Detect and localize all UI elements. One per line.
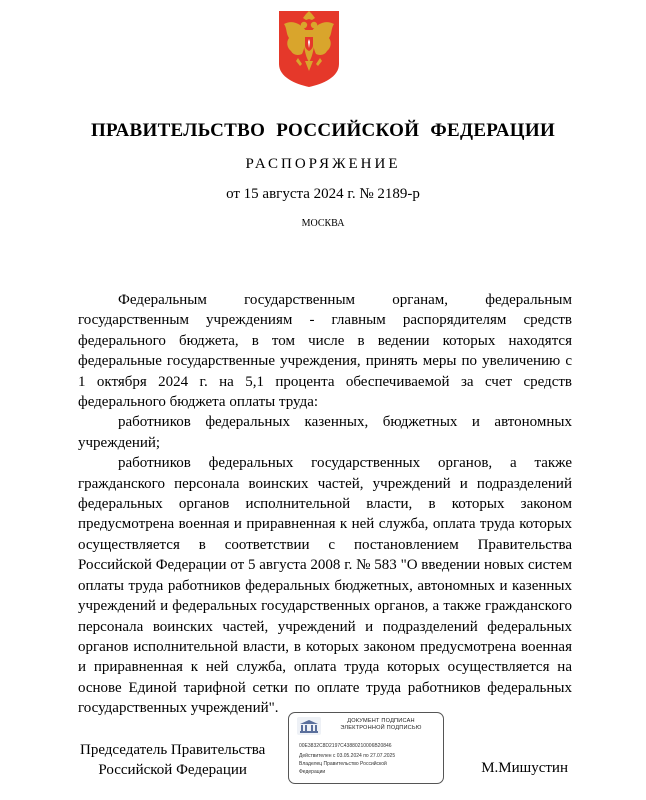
order-body [78, 290, 572, 719]
coat-of-arms-emblem [276, 8, 342, 88]
signer-name: М.Мишустин [481, 760, 568, 776]
stamp-validity: Действителен с 03.05.2024 по 27.07.2025 [299, 753, 396, 759]
stamp-owner: Владелец Правительство Российской [299, 761, 387, 767]
document-type: РАСПОРЯЖЕНИЕ [245, 156, 401, 172]
stamp-header [297, 717, 437, 737]
body-paragraph: работников федеральных казенных, бюджетных и автономных учреждений; [78, 414, 572, 451]
stamp-owner: Федерации [299, 769, 326, 775]
document-date-number: от 15 августа 2024 г. № 2189-р [226, 186, 420, 202]
signer-position-line: Российской Федерации [98, 762, 247, 778]
document-city: МОСКВА [301, 218, 345, 229]
stamp-title [327, 718, 435, 732]
government-title: ПРАВИТЕЛЬСТВО РОССИЙСКОЙ ФЕДЕРАЦИИ [90, 120, 556, 141]
government-building-icon [297, 717, 321, 735]
signer-position-line: Председатель Правительства [80, 742, 266, 758]
electronic-signature-stamp [288, 712, 444, 784]
stamp-title-line: ДОКУМЕНТ ПОДПИСАН [347, 718, 415, 724]
body-paragraph: Федеральным государственным органам, федеральным государственным учреждениям - главным распорядителям средств федерального бюджета, в том числе в ведении которых находятся федеральные государственные учреждения, принять меры по увеличению с 1 октября 2024 г. на 5,1 процента обеспечиваемой за счет средств федерального бюджета оплаты труда: [78, 292, 572, 411]
stamp-title-line: ЭЛЕКТРОННОЙ ПОДПИСЬЮ [340, 725, 422, 731]
signer-position [80, 740, 265, 780]
body-paragraph: работников федеральных государственных органов, а также гражданского персонала воинских частей, учреждений и подразделений федеральных органов исполнительной власти, в которых законом предусмотрена военная и приравненная к ней служба, оплата труда которых осуществляется в соответствии с постановлением Правительства Российской Федерации от 5 августа 2008 г. № 583 "О введении новых систем оплаты труда работников федеральных бюджетных, автономных и казенных учреждений и федеральных государственных органов, а также гражданского персонала воинских частей, учреждений и подразделений федеральных органов исполнительной власти, в которых законом предусмотрена военная и приравненная к ней служба, оплата труда которых осуществляется на основе Единой тарифной сетки по оплате труда работников федеральных государственных учреждений". [78, 455, 572, 717]
stamp-certificate: 00E3832C8D2197C43880210006B20846 [299, 743, 392, 749]
